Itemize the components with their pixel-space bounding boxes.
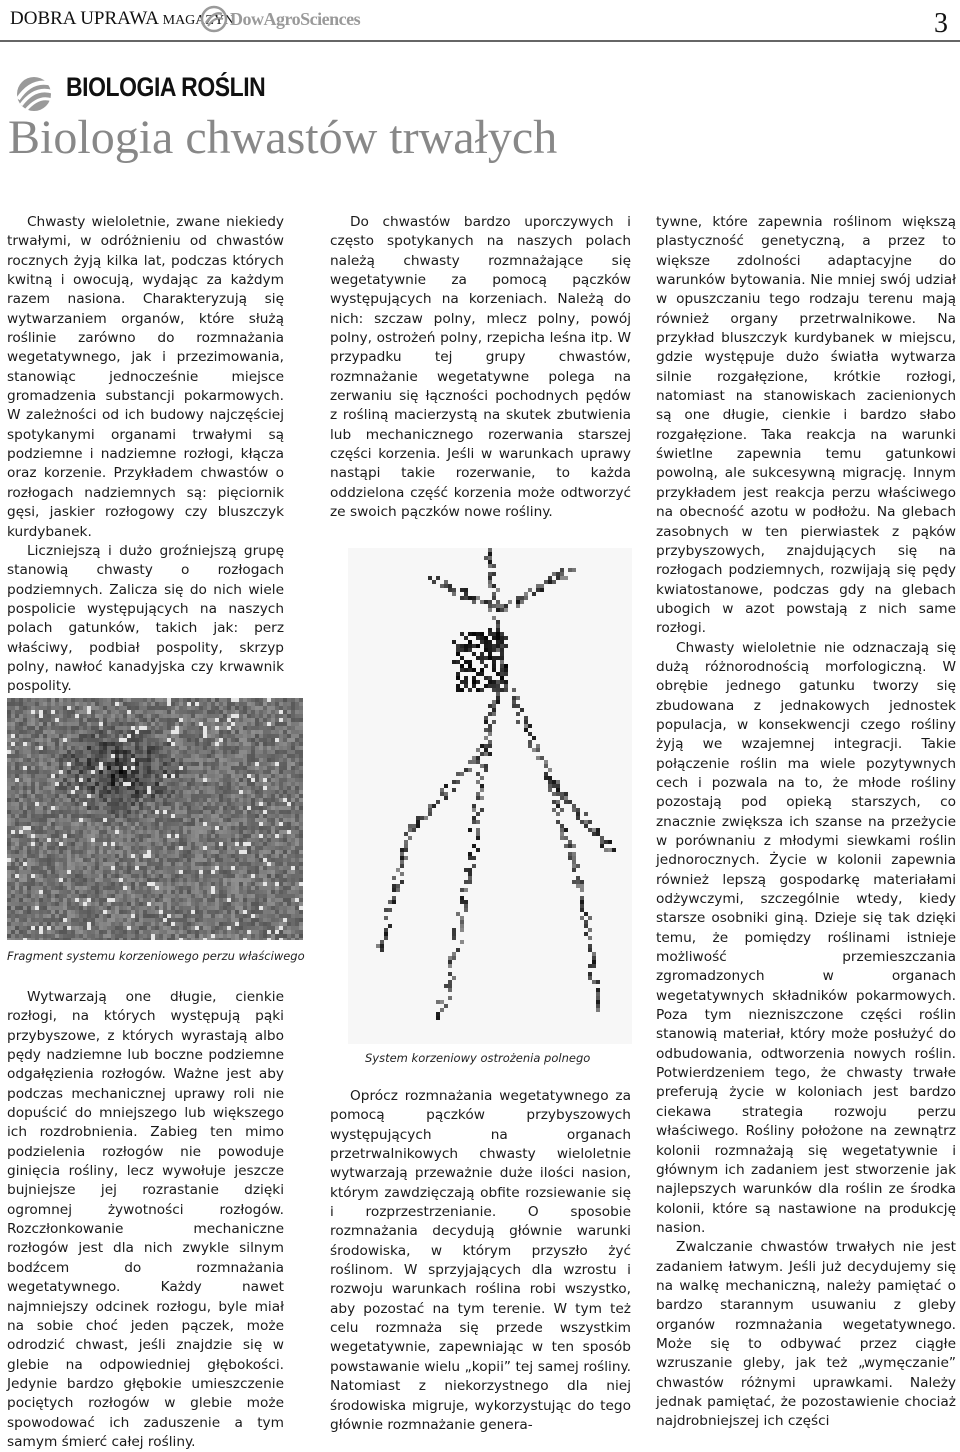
magazine-suffix: MAGAZYN	[162, 13, 235, 28]
paragraph: Do chwastów bardzo uporczywych i często spotykanych na naszych polach należą chwasty rozmnażające się wegetatywnie za pomocą pączków występujących na korzeniach. Należą do nich: szczaw polny, mlecz polny, powój polny, ostrożeń polny, rzepicha leśna itp. W przypadku tej grupy chwastów, rozmnażanie wegetatywne polega na zerwaniu się łączności pochodnych pędów z rośliną macierzystą na skutek zbutwienia lub mechanicznego rozerwania starszej części korzenia. Jeśli w warunkach uprawy nastąpi takie rozerwanie, to każda oddzielona część korzenia może odtworzyć ze swoich pączków nowe rośliny.	[330, 214, 631, 521]
column-1-top	[7, 213, 284, 697]
paragraph: tywne, które zapewnia roślinom większą plastyczność genetyczną, a przez to większe zdolności adaptacyjne do warunków bytowania. Nie mniej swój udział w opuszczaniu tego rodzaju terenu mają również organy przetrwalnikowe. Na przykład bluszczyk kurdybanek w miejscu, gdzie występuje dużo światła wytwarza silnie rozgałęzione, krótkie rozłogi, natomiast na stanowiskach zacienionych są one długie, cienkie i bardzo słabo rozgałęzione. Taka reakcja na warunki świetlne zapewnia temu gatunkowi powolną, ale sukcesywną migrację. Innym przykładem jest reakcja perzu właściwego na obecność azotu w podłożu. Na glebach zasobnych w ten pierwiastek z pąków przybyszowych, znajdujących się na rozłogach podziemnych, rozwijają się pędy kwiatostanowe, podczas gdy na glebach ubogich w azot powstają z nich same rozłogi.	[656, 214, 956, 637]
column-3	[656, 213, 956, 1432]
page-header	[0, 0, 960, 42]
dow-logo	[200, 5, 360, 33]
brand-name: DowAgroSciences	[230, 8, 361, 29]
photo-couch-grass-roots	[7, 698, 303, 940]
page-number: 3	[934, 8, 948, 39]
paragraph: Chwasty wieloletnie nie odznaczają się dużą różnorodnością morfologiczną. W obrębie jednego gatunku tworzy się zbudowana z jednakowych jednostek populacja, w konsekwencji czego rośliny żyją we wzajemnej integracji. Takie połączenie roślin ma wiele pozytywnych cech i pozwala na to, że młode rośliny pozostają pod opieką starszych, co znacznie zwiększa ich szanse na przeżycie w porównaniu z młodymi siewkami roślin jednorocznych. Życie w kolonii zapewnia również lepszą gospodarkę materiałami odżywczymi, szczególnie wtedy, kiedy starsze osobniki giną. Dzieje się tak dzięki temu, że pomiędzy roślinami istnieje możliwość przemieszczania zgromadzonych w organach wegetatywnych składników pokarmowych. Poza tym niezniszczone części roślin stanowią materiał, który może posłużyć do odbudowania, odtworzenia nowych roślin. Potwierdzeniem tego, że chwasty trwałe preferują życie w koloniach jest bardzo ciekawa strategia rozwoju perzu właściwego. Rośliny położone na zewnątrz kolonii rozmnażają się wegetatywnie i głównym ich zadaniem jest stworzenie jak najlepszych warunków dla roślin ze środka kolonii, które są nastawione na produkcję nasion.	[656, 639, 956, 1236]
magazine-name: DOBRA UPRAWA	[10, 8, 158, 29]
paragraph: Wytwarzają one długie, cienkie rozłogi, na których występują pąki przybyszowe, z których wyrastają albo pędy nadziemne lub boczne podziemne odgałęzienia rozłogów. Ważne jest aby podczas mechanicznej uprawy roli nie dopuścić do mniejszego lub większego ich rozdrobnienia. Zabieg ten mimo podzielenia rozłogów nie powoduje ginięcia rośliny, lecz wywołuje jeszcze bujniejsze jej rozrastanie dzięki ogromnej żywotności rozłogów. Rozczłonkowanie mechaniczne rozłogów jest dla nich zwykle silnym bodźcem do rozmnażania wegetatywnego. Każdy nawet najmniejszy odcinek rozłogu, byle miał na sobie choć jeden pączek, może odrodzić chwast, jeśli znajdzie się w glebie na odpowiedniej głębokości. Jedynie bardzo głębokie umieszczenie pociętych rozłogów w glebie może spowodować ich zaduszenie a tym samym śmierć całej rośliny.	[7, 989, 284, 1450]
photo-root-system-perz	[7, 698, 303, 940]
photo-thistle-roots	[348, 548, 632, 1044]
column-2-bottom	[330, 1087, 631, 1435]
paragraph: Oprócz rozmnażania wegetatywnego za pomocą pączków przybyszowych występujących na organach przetrwalnikowych chwasty wieloletnie wytwarzają przeważnie duże ilości nasion, którym zawdzięczają obfite rozsiewanie się i rozprzestrzenianie. O sposobie rozmnażania decydują głównie warunki środowiska, w którym przyszło żyć roślinom. W sprzyjających dla wzrostu i rozwoju warunkach roślina robi wszystko, aby pozostać na tym terenie. W tym też celu rozmnaża się przede wszystkim wegetatywnie, zapewniając w ten sposób powstawanie wielu „kopii” tej samej rośliny. Natomiast z niekorzystnego dla niej środowiska migruje, wykorzystując do tego głównie rozmnażanie genera-	[330, 1088, 631, 1433]
article-title: Biologia chwastów trwałych	[8, 111, 558, 164]
paragraph: Chwasty wieloletnie, zwane niekiedy trwałymi, w odróżnieniu od chwastów rocznych żyją kilka lat, podczas których kwitną i owocują, wydając za każdym razem nasiona. Charakteryzują się wytwarzaniem organów, które służą roślinie zarówno do rozmnażania wegetatywnego, jak i przezimowania, stanowiąc jednocześnie miejsce gromadzenia substancji pokarmowych. W zależności od ich budowy najczęściej spotykanymi organami trwałymi są podziemne i nadziemne rozłogi, kłącza oraz korzenie. Przykładem chwastów o rozłogach nadziemnych są: pięciornik gęsi, jaskier rozłogowy czy bluszczyk kurdybanek.	[7, 214, 284, 540]
header-rule	[0, 40, 960, 42]
dow-diamond-icon	[200, 5, 228, 33]
column-2-top	[330, 213, 631, 523]
photo1-caption: Fragment systemu korzeniowego perzu właściwego	[7, 949, 305, 963]
section-label: BIOLOGIA ROŚLIN	[66, 72, 266, 102]
photo2-caption: System korzeniowy ostrożenia polnego	[365, 1051, 591, 1065]
dow-section-logo-icon	[12, 70, 56, 114]
column-1-bottom	[7, 988, 284, 1452]
paragraph: Liczniejszą i dużo groźniejszą grupę stanowią chwasty o rozłogach podziemnych. Zalicza się do nich wiele pospolicie występujących na naszych polach gatunków, takich jak: perz właściwy, podbiał pospolity, skrzyp polny, nawłoć kanadyjska czy krwawnik pospolity.	[7, 542, 284, 695]
paragraph: Zwalczanie chwastów trwałych nie jest zadaniem łatwym. Jeśli już decydujemy się na walkę mechaniczną, należy pamiętać o bardzo starannym usuwaniu z gleby organów rozmnażania wegetatywnego. Może się to odbywać przez ciągłe wzruszanie gleby, jak też „wymęczanie” chwastów różnymi uprawkami. Należy jednak pamiętać, że pozostawienie chociaż najdrobniejszej ich części	[656, 1239, 956, 1430]
photo-root-system-ostrozen	[348, 548, 632, 1044]
